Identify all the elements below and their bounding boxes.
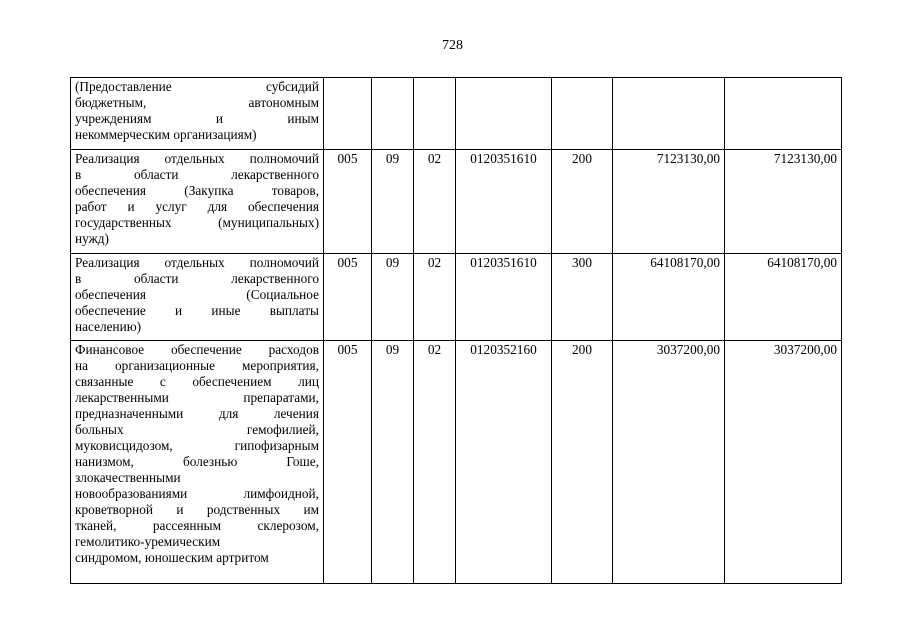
target-article-cell: 0120351610 <box>456 254 552 341</box>
amount-cell: 3037200,00 <box>613 341 725 584</box>
description-line: нужд) <box>75 231 109 246</box>
amount-cell <box>613 78 725 150</box>
description-line: населению) <box>75 319 142 334</box>
table-row <box>71 341 842 584</box>
description-line: Реализация отдельных полномочий <box>75 151 319 166</box>
description-cell <box>71 150 324 254</box>
description-line: работ и услуг для обеспечения <box>75 199 319 214</box>
description-line: нанизмом, болезнью Гоше, <box>75 454 319 469</box>
expense-type-cell: 300 <box>552 254 613 341</box>
section-code-cell: 09 <box>372 341 414 584</box>
table-row <box>71 150 842 254</box>
description-line: новообразованиями лимфоидной, <box>75 486 319 501</box>
target-article-cell: 0120352160 <box>456 341 552 584</box>
page-number: 728 <box>442 38 463 53</box>
ministry-code-cell: 005 <box>324 341 372 584</box>
description-line: государственных (муниципальных) <box>75 215 319 230</box>
amount-cell: 7123130,00 <box>613 150 725 254</box>
description-line: тканей, рассеянным склерозом, <box>75 518 319 533</box>
amount-cell: 7123130,00 <box>725 150 842 254</box>
description-line: больных гемофилией, <box>75 422 319 437</box>
table-row <box>71 254 842 341</box>
description-line: обеспечения (Закупка товаров, <box>75 183 319 198</box>
description-line: связанные с обеспечением лиц <box>75 374 319 389</box>
amount-cell <box>725 78 842 150</box>
expense-type-cell: 200 <box>552 150 613 254</box>
subsection-code-cell: 02 <box>414 150 456 254</box>
subsection-code-cell: 02 <box>414 341 456 584</box>
description-line: в области лекарственного <box>75 167 319 182</box>
description-line: синдромом, юношеским артритом <box>75 550 269 565</box>
subsection-code-cell <box>414 78 456 150</box>
expense-type-cell: 200 <box>552 341 613 584</box>
description-line: учреждениям и иным <box>75 111 319 126</box>
description-line: обеспечения (Социальное <box>75 287 319 302</box>
description-line: кроветворной и родственных им <box>75 502 319 517</box>
description-line: предназначенными для лечения <box>75 406 319 421</box>
description-cell <box>71 341 324 584</box>
description-line: на организационные мероприятия, <box>75 358 319 373</box>
amount-cell: 64108170,00 <box>725 254 842 341</box>
ministry-code-cell: 005 <box>324 254 372 341</box>
target-article-cell: 0120351610 <box>456 150 552 254</box>
description-line: лекарственными препаратами, <box>75 390 319 405</box>
description-line: муковисцидозом, гипофизарным <box>75 438 319 453</box>
section-code-cell <box>372 78 414 150</box>
description-line: злокачественными <box>75 470 181 485</box>
section-code-cell: 09 <box>372 150 414 254</box>
description-line: некоммерческим организациям) <box>75 127 257 142</box>
table-row <box>71 78 842 150</box>
description-line: Реализация отдельных полномочий <box>75 255 319 270</box>
description-cell <box>71 78 324 150</box>
budget-table <box>70 77 842 584</box>
amount-cell: 3037200,00 <box>725 341 842 584</box>
subsection-code-cell: 02 <box>414 254 456 341</box>
description-line: (Предоставление субсидий <box>75 79 319 94</box>
description-line: обеспечение и иные выплаты <box>75 303 319 318</box>
description-cell <box>71 254 324 341</box>
description-line: бюджетным, автономным <box>75 95 319 110</box>
ministry-code-cell: 005 <box>324 150 372 254</box>
amount-cell: 64108170,00 <box>613 254 725 341</box>
section-code-cell: 09 <box>372 254 414 341</box>
description-line: Финансовое обеспечение расходов <box>75 342 319 357</box>
target-article-cell <box>456 78 552 150</box>
description-line: в области лекарственного <box>75 271 319 286</box>
description-line: гемолитико-уремическим <box>75 534 221 549</box>
expense-type-cell <box>552 78 613 150</box>
ministry-code-cell <box>324 78 372 150</box>
